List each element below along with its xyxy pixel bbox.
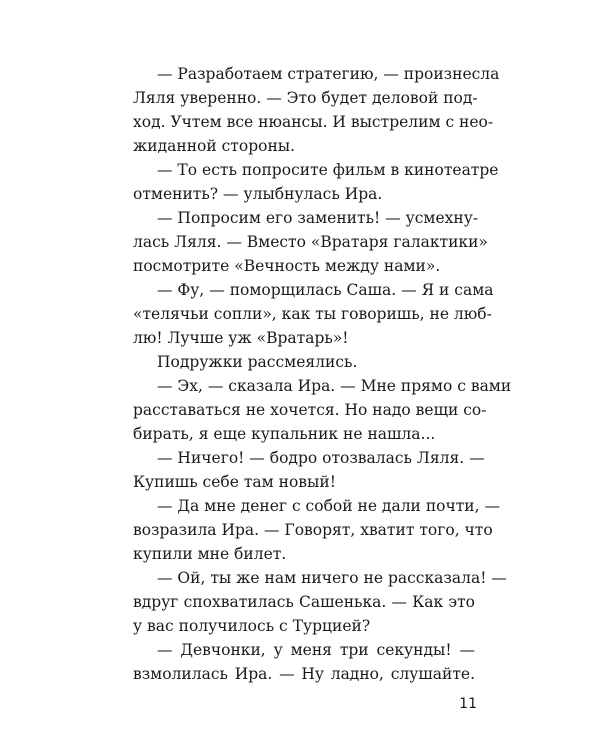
text-line: расставаться не хочется. Но надо вещи со-	[133, 401, 487, 419]
text-line: — Фу, — поморщилась Саша. — Я и сама	[157, 281, 494, 299]
text-line: — Да мне денег с собой не дали почти, —	[157, 497, 500, 515]
text-line: — Ничего! — бодро отозвалась Ляля. —	[157, 449, 485, 467]
text-line: ход. Учтем все нюансы. И выстрелим с нео-	[133, 113, 494, 131]
text-line: Подружки рассмеялись.	[157, 353, 358, 371]
text-line: жиданной стороны.	[133, 137, 296, 155]
text-line: — Попросим его заменить! — усмехну-	[157, 209, 479, 227]
text-line: лю! Лучше уж «Вратарь»!	[133, 329, 349, 347]
text-line: взмолилась Ира. — Ну ладно, слушайте.	[133, 665, 475, 683]
text-line: у вас получилось с Турцией?	[133, 617, 371, 635]
text-line: лась Ляля. — Вместо «Вратаря галактики»	[133, 233, 488, 251]
text-line: возразила Ира. — Говорят, хватит того, что	[133, 521, 493, 539]
text-line: Купишь себе там новый!	[133, 473, 336, 491]
text-line: Ляля уверенно. — Это будет деловой под-	[133, 89, 478, 107]
text-line: бирать, я еще купальник не нашла...	[133, 425, 436, 443]
text-line: посмотрите «Вечность между нами».	[133, 257, 441, 275]
text-line: — Девчонки, у меня три секунды! —	[157, 641, 475, 659]
text-line: — Эх, — сказала Ира. — Мне прямо с вами	[157, 377, 512, 395]
text-line: «телячьи сопли», как ты говоришь, не люб-	[133, 305, 492, 323]
text-line: вдруг спохватилась Сашенька. — Как это	[133, 593, 475, 611]
text-line: купили мне билет.	[133, 545, 287, 563]
text-line: — Разработаем стратегию, — произнесла	[157, 65, 500, 83]
text-line: — Ой, ты же нам ничего не рассказала! —	[157, 569, 507, 587]
body-text	[133, 62, 512, 686]
text-line: отменить? — улыбнулась Ира.	[133, 185, 383, 203]
page-number: 11	[459, 696, 477, 712]
text-line: — То есть попросите фильм в кинотеатре	[157, 161, 499, 179]
